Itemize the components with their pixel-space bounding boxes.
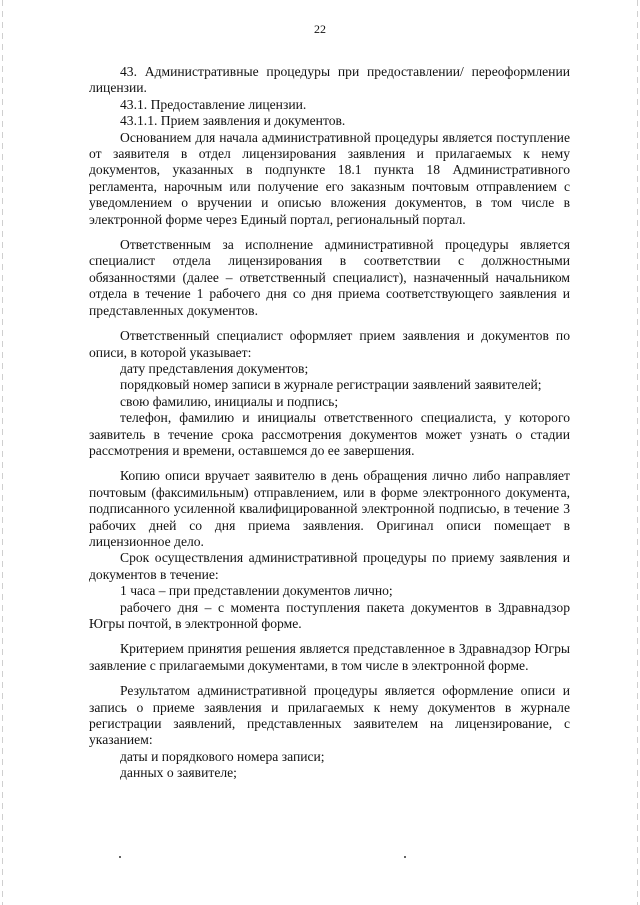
paragraph-basis: Основанием для начала административной процедуры является поступление от заявителя в отдел лицензирования заявления и прилагаемых к нему документов, указанных в подпункте 18.1 пункта 18 Административного регламента, нарочным или получение его заказным почтовым отправлением с уведомлением о вручении и описью вложения документов, в том числе в электронной форме через Единый портал, региональный портал. xyxy=(89,129,570,227)
list-item-hour: 1 часа – при представлении документов лично; xyxy=(120,583,393,599)
list-item-workday: рабочего дня – с момента поступления пакета документов в Здравнадзор Югры почтой, в электронной форме. xyxy=(89,599,570,631)
document-body xyxy=(89,64,570,782)
list-item-applicant: данных о заявителе; xyxy=(120,765,237,781)
section-heading-43: 43. Административные процедуры при предоставлении/ переоформлении лицензии. xyxy=(89,64,570,96)
list-item-date: дату представления документов; xyxy=(120,360,309,376)
scan-edge-right xyxy=(637,0,638,905)
list-item-phone: телефон, фамилию и инициалы ответственного специалиста, у которого заявитель в течение срока рассмотрения документов может узнать о стадии рассмотрения и времени, оставшемся до ее завершения. xyxy=(89,410,570,458)
page-number: 22 xyxy=(314,22,326,36)
paragraph-responsible: Ответственным за исполнение административной процедуры является специалист отдела лицензирования в соответствии с должностными обязанностями (далее – ответственный специалист), назначенный начальником отдела в течение 1 рабочего дня со дня приема соответствующего заявления и представленных документов. xyxy=(89,237,570,318)
scan-speck xyxy=(404,856,406,858)
paragraph-inventory: Ответственный специалист оформляет прием заявления и документов по описи, в которой указывает: xyxy=(89,328,570,360)
paragraph-copy: Копию описи вручает заявителю в день обращения лично либо направляет почтовым (факсимильным) отправлением, или в форме электронного документа, подписанного усиленной квалифицированной электронной подписью, в течение 3 рабочих дней со дня приема заявления. Оригинал описи помещает в лицензионное дело. xyxy=(89,468,570,549)
paragraph-term: Срок осуществления административной процедуры по приему заявления и документов в течение: xyxy=(89,550,570,582)
list-item-record: даты и порядкового номера записи; xyxy=(120,748,325,764)
list-item-number: порядковый номер записи в журнале регистрации заявлений заявителей; xyxy=(120,377,542,393)
scan-speck xyxy=(119,856,121,858)
list-item-signature: свою фамилию, инициалы и подпись; xyxy=(120,393,339,409)
paragraph-criterion: Критерием принятия решения является представленное в Здравнадзор Югры заявление с прилагаемыми документами, в том числе в электронной форме. xyxy=(89,641,570,673)
paragraph-result: Результатом административной процедуры является оформление описи и запись о приеме заявления и прилагаемых к нему документов в журнале регистрации заявлений, представленных заявителем на лицензирование, с указанием: xyxy=(89,683,570,748)
section-heading-43-1: 43.1. Предоставление лицензии. xyxy=(120,96,307,112)
scan-edge-left xyxy=(2,0,3,905)
section-heading-43-1-1: 43.1.1. Прием заявления и документов. xyxy=(120,113,346,129)
